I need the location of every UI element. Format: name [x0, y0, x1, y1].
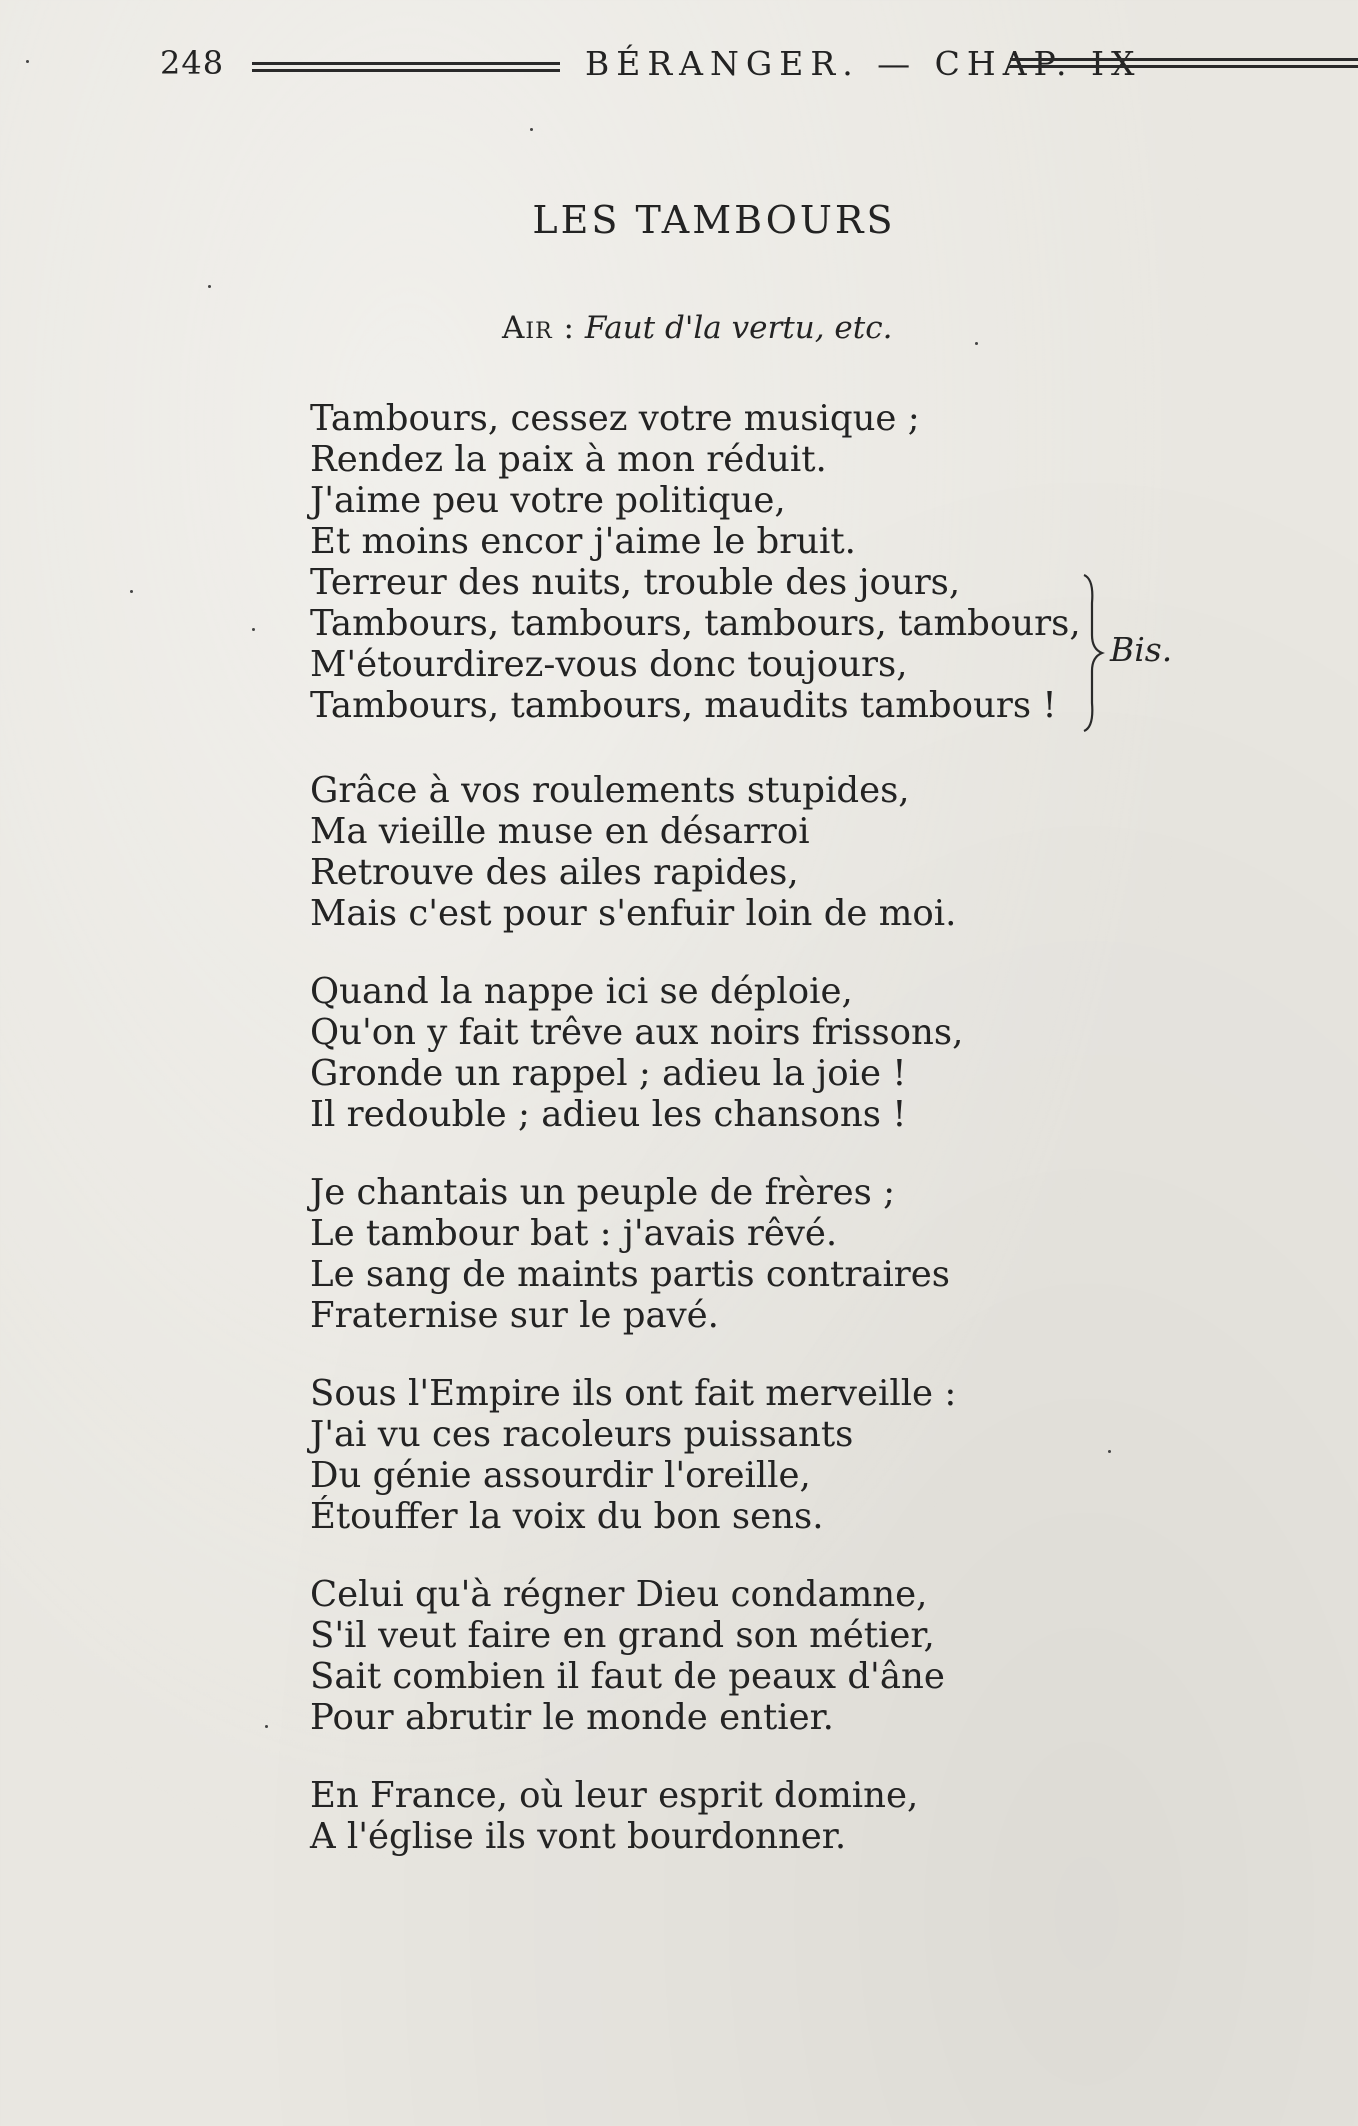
stanza-6	[310, 1574, 945, 1738]
refrain-brace	[1078, 573, 1108, 733]
verse-line: Étouffer la voix du bon sens.	[310, 1496, 824, 1537]
verse-line: J'ai vu ces racoleurs puissants	[310, 1414, 854, 1455]
verse-line: Et moins encor j'aime le bruit.	[310, 521, 856, 562]
verse-line: Du génie assourdir l'oreille,	[310, 1455, 811, 1496]
paper-speck	[26, 60, 29, 63]
verse-line: Mais c'est pour s'enfuir loin de moi.	[310, 893, 957, 934]
verse-line: Tambours, tambours, tambours, tambours,	[310, 603, 1081, 644]
running-header	[160, 44, 1260, 94]
stanza-7	[310, 1775, 918, 1857]
verse-line: Grâce à vos roulements stupides,	[310, 770, 910, 811]
verse-line: Tambours, cessez votre musique ;	[310, 398, 920, 439]
verse-line: Sait combien il faut de peaux d'âne	[310, 1656, 945, 1697]
air-label: Air :	[502, 310, 575, 346]
air-tune: Faut d'la vertu, etc.	[584, 310, 893, 346]
verse-line: S'il veut faire en grand son métier,	[310, 1615, 935, 1656]
paper-speck	[975, 342, 978, 345]
verse-line: Retrouve des ailes rapides,	[310, 852, 799, 893]
verse-line: Le tambour bat : j'avais rêvé.	[310, 1213, 838, 1254]
verse-line: Celui qu'à régner Dieu condamne,	[310, 1574, 928, 1615]
paper-speck	[265, 1725, 268, 1728]
verse-line: J'aime peu votre politique,	[310, 480, 786, 521]
verse-line: Tambours, tambours, maudits tambours !	[310, 685, 1057, 726]
stanza-2	[310, 770, 956, 934]
paper-speck	[1108, 1450, 1111, 1453]
header-rule-right	[1010, 58, 1358, 68]
verse-line: Le sang de maints partis contraires	[310, 1254, 951, 1295]
stanza-4	[310, 1172, 950, 1336]
verse-line: Pour abrutir le monde entier.	[310, 1697, 834, 1738]
verse-line: Quand la nappe ici se déploie,	[310, 971, 853, 1012]
verse-line: M'étourdirez-vous donc toujours,	[310, 644, 908, 685]
running-title: BÉRANGER. — CHAP. IX	[585, 44, 1142, 83]
paper-speck	[252, 628, 255, 631]
air-line	[502, 310, 892, 346]
verse-line: A l'église ils vont bourdonner.	[310, 1816, 847, 1857]
verse-line: Rendez la paix à mon réduit.	[310, 439, 827, 480]
paper-speck	[130, 590, 133, 593]
paper-speck	[530, 128, 533, 131]
verse-line: Il redouble ; adieu les chansons !	[310, 1094, 907, 1135]
stanza-5	[310, 1373, 956, 1537]
verse-line: Gronde un rappel ; adieu la joie !	[310, 1053, 907, 1094]
stanza-1	[310, 398, 1081, 726]
poem-title: LES TAMBOURS	[532, 198, 896, 242]
page-number: 248	[160, 44, 225, 82]
verse-line: En France, où leur esprit domine,	[310, 1775, 919, 1816]
header-rule-left	[252, 62, 560, 72]
stanza-3	[310, 971, 963, 1135]
verse-line: Qu'on y fait trêve aux noirs frissons,	[310, 1012, 964, 1053]
verse-line: Je chantais un peuple de frères ;	[310, 1172, 896, 1213]
verse-line: Ma vieille muse en désarroi	[310, 811, 810, 852]
refrain-mark: Bis.	[1110, 630, 1173, 669]
verse-line: Fraternise sur le pavé.	[310, 1295, 719, 1336]
paper-speck	[208, 285, 211, 288]
verse-line: Terreur des nuits, trouble des jours,	[310, 562, 961, 603]
verse-line: Sous l'Empire ils ont fait merveille :	[310, 1373, 957, 1414]
